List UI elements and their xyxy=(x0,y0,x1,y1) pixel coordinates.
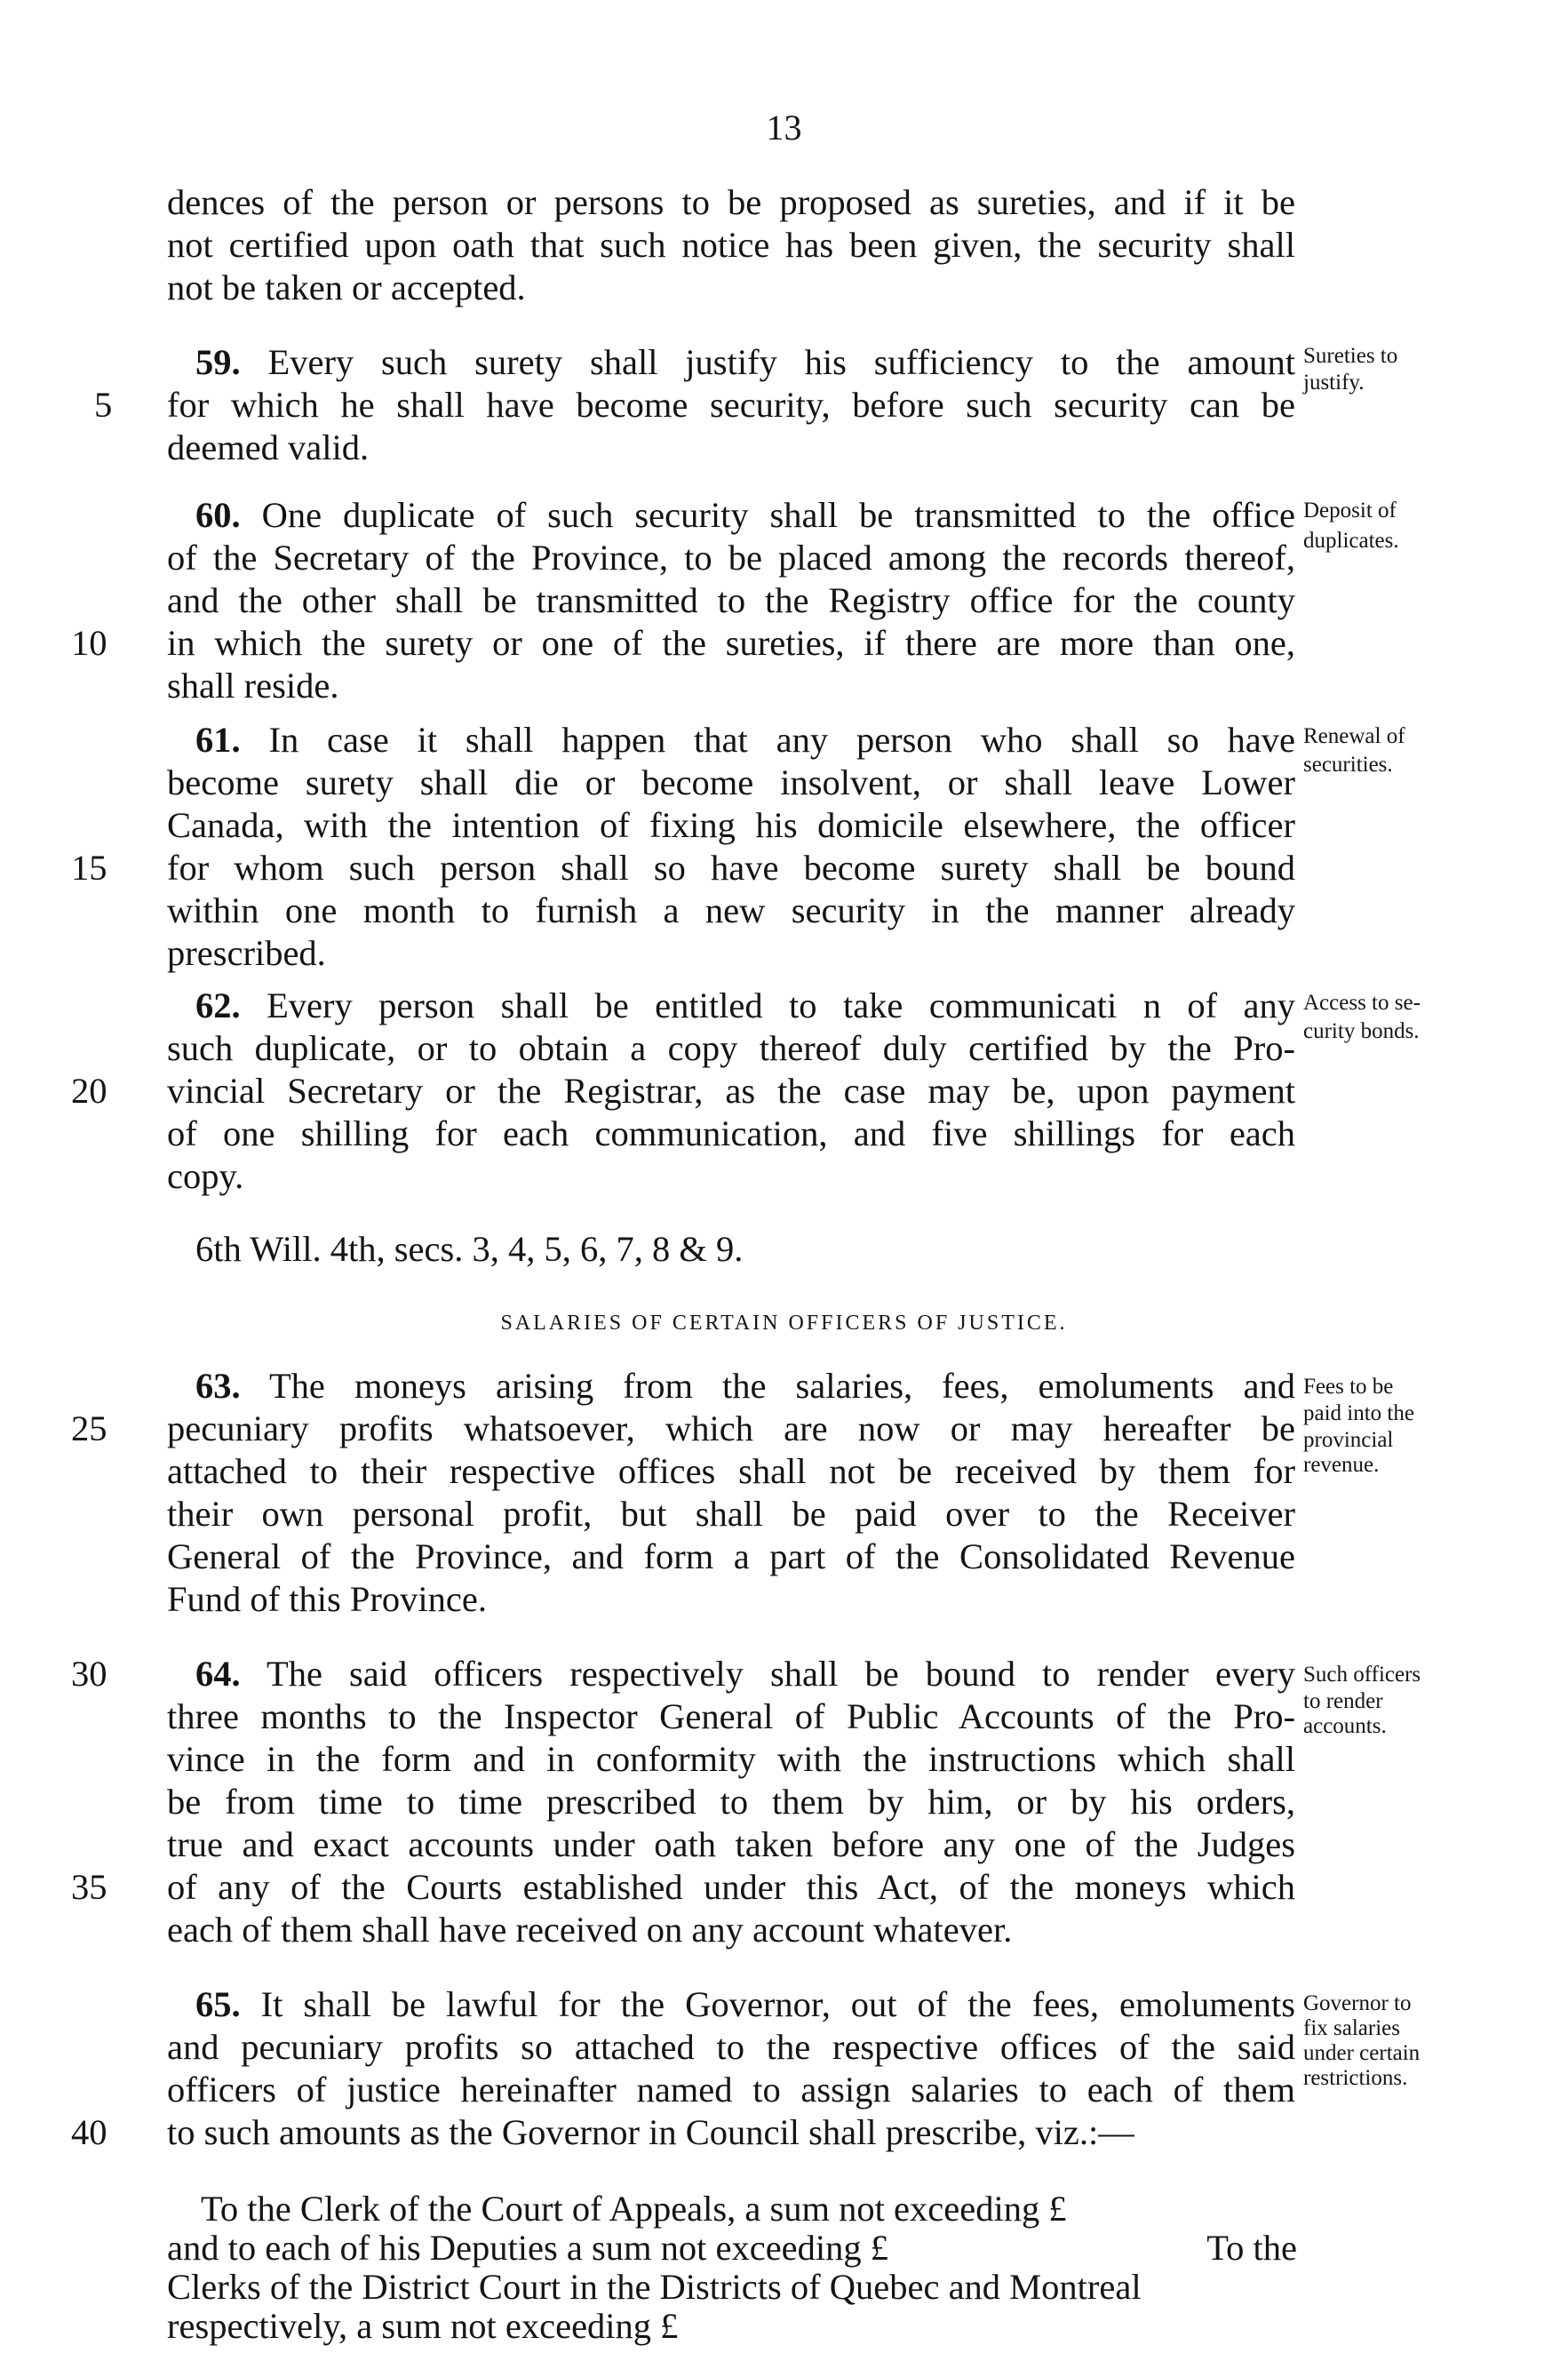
section-62-line-1: 62. Every person shall be entitled to take communicati n of any xyxy=(195,985,1296,1025)
section-63-line: their own personal profit, but shall be paid over to the Receiver xyxy=(167,1494,1295,1534)
closing-line: Clerks of the District Court in the Districts of Quebec and Montreal xyxy=(167,2267,1142,2307)
marginal-note-60: duplicates. xyxy=(1303,529,1399,553)
section-63-line-1: 63. The moneys arising from the salaries, fees, emoluments and xyxy=(195,1366,1295,1406)
section-62-line: vincial Secretary or the Registrar, as the case may be, upon payment xyxy=(167,1071,1295,1111)
marginal-note-62: Access to se- xyxy=(1303,991,1421,1015)
section-60-line: in which the surety or one of the sureties, if there are more than one, xyxy=(167,623,1295,663)
marginal-note-64: to render xyxy=(1303,1689,1383,1713)
marginal-note-62: curity bonds. xyxy=(1303,1019,1420,1043)
page-number: 13 xyxy=(766,108,802,148)
marginal-note-64: accounts. xyxy=(1303,1714,1387,1738)
section-64-line: be from time to time prescribed to them by him, or by his orders, xyxy=(167,1782,1295,1822)
closing-line: To the Clerk of the Court of Appeals, a sum not exceeding £ xyxy=(201,2189,1067,2229)
line-number: 5 xyxy=(94,385,113,425)
section-number: 64. xyxy=(195,1654,241,1694)
marginal-note-63: revenue. xyxy=(1303,1453,1380,1477)
section-59-line: for which he shall have become security, before such security can be xyxy=(167,385,1295,425)
section-number: 61. xyxy=(195,720,241,760)
section-number: 59. xyxy=(195,342,241,382)
section-63-line: Fund of this Province. xyxy=(167,1579,487,1619)
section-64-line: true and exact accounts under oath taken before any one of the Judges xyxy=(167,1824,1295,1864)
section-63-line: pecuniary profits whatsoever, which are now or may hereafter be xyxy=(167,1408,1295,1448)
section-number: 62. xyxy=(195,985,241,1025)
citation: 6th Will. 4th, secs. 3, 4, 5, 6, 7, 8 & 9. xyxy=(195,1229,744,1269)
section-60-line: of the Secretary of the Province, to be placed among the records thereof, xyxy=(167,538,1295,578)
marginal-note-59: justify. xyxy=(1303,371,1365,395)
closing-line: respectively, a sum not exceeding £ xyxy=(167,2306,679,2346)
section-64-line: each of them shall have received on any account whatever. xyxy=(167,1910,1013,1950)
section-60-line: shall reside. xyxy=(167,666,339,706)
continuation-line: dences of the person or persons to be proposed as sureties, and if it be xyxy=(167,182,1295,222)
marginal-note-60: Deposit of xyxy=(1303,499,1397,522)
line-number: 15 xyxy=(71,848,107,888)
section-60-line-1: 60. One duplicate of such security shall be transmitted to the office xyxy=(195,495,1295,535)
section-63-line: attached to their respective offices shall not be received by them for xyxy=(167,1451,1295,1491)
closing-line: To the xyxy=(1206,2228,1297,2268)
section-64-line-1: 64. The said officers respectively shall be bound to render every xyxy=(195,1654,1295,1694)
section-62-line: such duplicate, or to obtain a copy thereof duly certified by the Pro- xyxy=(167,1028,1295,1068)
marginal-note-65: fix salaries xyxy=(1303,2016,1400,2040)
marginal-note-61: Renewal of xyxy=(1303,724,1405,748)
section-61-line: Canada, with the intention of fixing his domicile elsewhere, the officer xyxy=(167,805,1295,845)
section-number: 60. xyxy=(195,495,241,535)
marginal-note-59: Sureties to xyxy=(1303,344,1398,368)
marginal-note-65: Governor to xyxy=(1303,1991,1412,2015)
line-number: 30 xyxy=(71,1654,107,1694)
line-number: 20 xyxy=(71,1071,107,1111)
section-64-line: of any of the Courts established under this Act, of the moneys which xyxy=(167,1867,1295,1907)
section-61-line: prescribed. xyxy=(167,933,326,973)
section-heading: SALARIES OF CERTAIN OFFICERS OF JUSTICE. xyxy=(500,1312,1068,1335)
line-number: 35 xyxy=(71,1867,107,1907)
section-61-line: become surety shall die or become insolvent, or shall leave Lower xyxy=(167,762,1295,802)
continuation-line: not certified upon oath that such notice has been given, the security shall xyxy=(167,225,1295,265)
marginal-note-63: paid into the xyxy=(1303,1401,1414,1425)
section-65-line: and pecuniary profits so attached to the respective offices of the said xyxy=(167,2027,1295,2067)
closing-line: and to each of his Deputies a sum not exceeding £ xyxy=(167,2228,889,2268)
section-61-line-1: 61. In case it shall happen that any person who shall so have xyxy=(195,720,1295,760)
section-62-line: copy. xyxy=(167,1156,244,1196)
marginal-note-61: securities. xyxy=(1303,753,1393,777)
section-64-line: three months to the Inspector General of Public Accounts of the Pro- xyxy=(167,1696,1295,1736)
marginal-note-63: Fees to be xyxy=(1303,1375,1394,1399)
section-64-line: vince in the form and in conformity with the instructions which shall xyxy=(167,1739,1295,1779)
continuation-line: not be taken or accepted. xyxy=(167,267,526,307)
marginal-note-64: Such officers xyxy=(1303,1663,1421,1687)
section-65-line: officers of justice hereinafter named to assign salaries to each of them xyxy=(167,2070,1295,2110)
section-59-line: deemed valid. xyxy=(167,427,370,467)
marginal-note-63: provincial xyxy=(1303,1428,1394,1452)
section-number: 63. xyxy=(195,1366,241,1406)
section-61-line: within one month to furnish a new security in the manner already xyxy=(167,890,1295,930)
section-number: 65. xyxy=(195,1984,241,2024)
section-61-line: for whom such person shall so have become surety shall be bound xyxy=(167,848,1295,888)
line-number: 25 xyxy=(71,1408,107,1448)
marginal-note-65: under certain xyxy=(1303,2041,1421,2065)
section-65-line-1: 65. It shall be lawful for the Governor, out of the fees, emoluments xyxy=(195,1984,1295,2024)
line-number: 10 xyxy=(71,623,107,663)
section-63-line: General of the Province, and form a part of the Consolidated Revenue xyxy=(167,1536,1295,1576)
section-62-line: of one shilling for each communication, and five shillings for each xyxy=(167,1113,1295,1153)
section-60-line: and the other shall be transmitted to the Registry office for the county xyxy=(167,580,1295,620)
line-number: 40 xyxy=(71,2112,107,2152)
section-65-line: to such amounts as the Governor in Council shall prescribe, viz.:— xyxy=(167,2112,1134,2152)
marginal-note-65: restrictions. xyxy=(1303,2066,1408,2090)
section-59-line-1: 59. Every such surety shall justify his sufficiency to the amount xyxy=(195,342,1295,382)
